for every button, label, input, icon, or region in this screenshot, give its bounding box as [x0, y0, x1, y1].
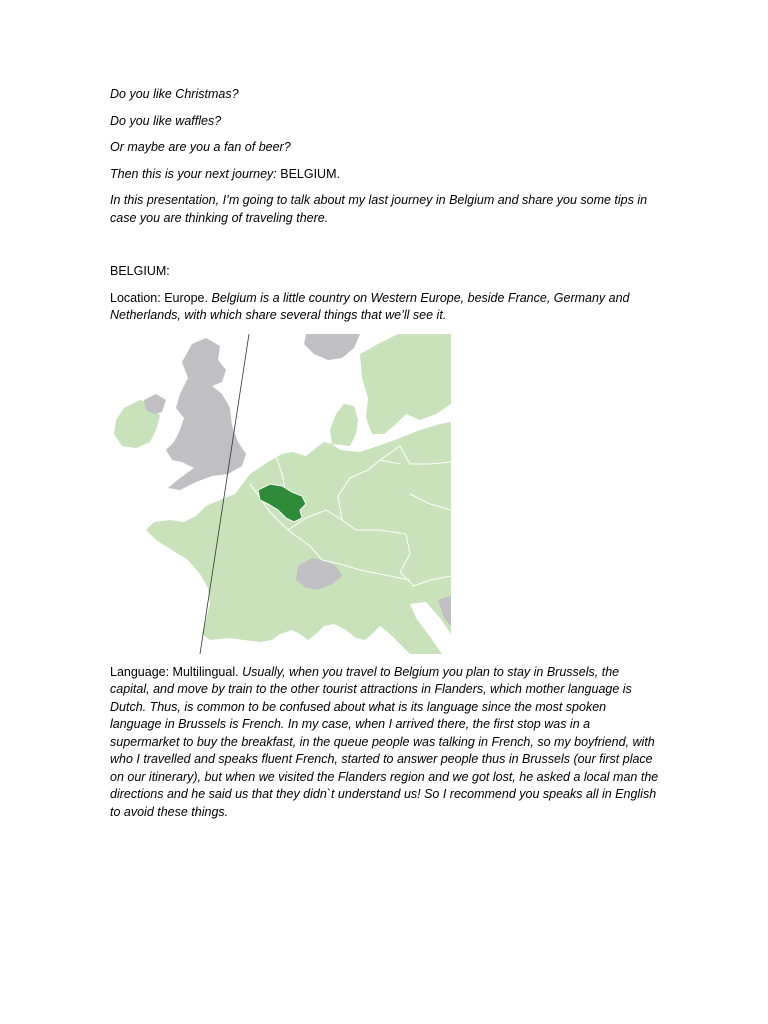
journey-prefix: Then this is your next journey: [110, 166, 277, 181]
location-label: Location: Europe. [110, 290, 208, 305]
journey-country: BELGIUM. [280, 166, 340, 181]
section-spacer [110, 236, 660, 263]
question-waffles: Do you like waffles? [110, 113, 222, 128]
presentation-intro: In this presentation, I’m going to talk about my last journey in Belgium and share you some tips in case you are thinking of traveling there. [110, 193, 648, 225]
location-paragraph [110, 290, 660, 325]
language-paragraph [110, 664, 660, 822]
question-christmas: Do you like Christmas? [110, 87, 239, 101]
question-beer: Or maybe are you a fan of beer? [110, 140, 291, 154]
next-journey-line [110, 166, 660, 184]
location-text: Belgium is a little country on Western Europe, beside France, Germany and Netherlands, with which share several things that we’ll see it. [110, 290, 630, 322]
language-text: Usually, when you travel to Belgium you plan to stay in Brussels, the capital, and move by train to the other tourist attractions in Flanders, which mother language is Dutch. Thus, is common to be confused about what is its language since the most spoken language in Brussels is French. In my case, when I arrived there, the first stop was in a supermarket to buy the breakfast, in the queue people was talking in French, so my boyfriend, with who I travelled and speaks fluent French, started to answer people thus in Brussels (our first place on our itinerary), but when we visited the Flanders region and we got lost, he asked a local man the directions and he said us that they didn`t understand us! So I recommend you speaks all in English to avoid these things. [110, 664, 659, 819]
document-page [110, 86, 660, 830]
language-label: Language: Multilingual. [110, 664, 239, 679]
europe-map [110, 334, 451, 654]
europe-map-svg [110, 334, 451, 654]
section-heading-belgium: BELGIUM: [110, 264, 170, 278]
